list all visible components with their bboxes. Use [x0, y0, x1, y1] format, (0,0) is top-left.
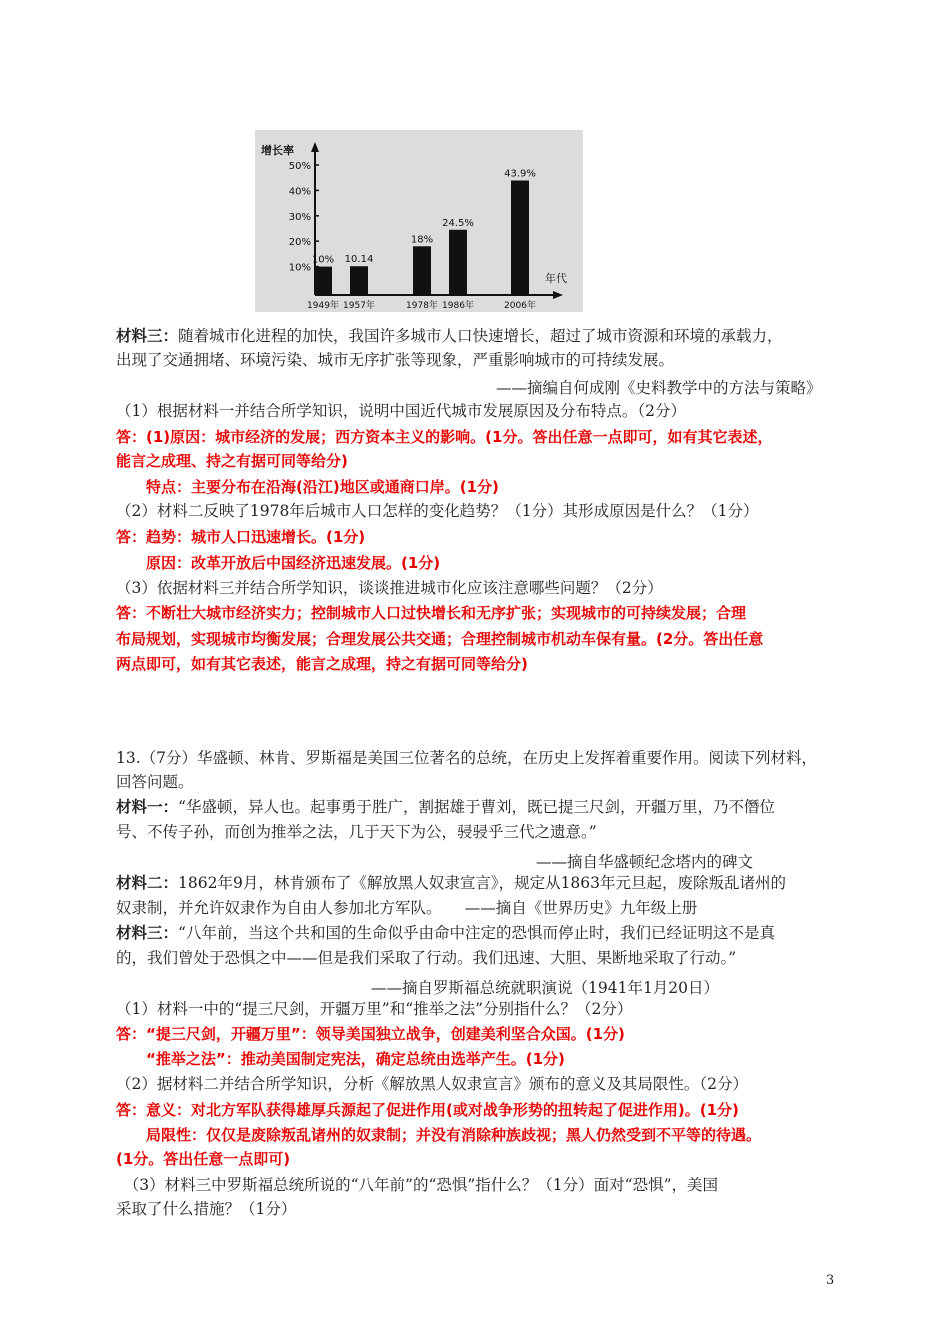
bar-chart	[255, 130, 583, 312]
text-span: “华盛顿，异人也。起事勇于胜广，割据雄于曹刘，既已提三尺剑，开疆万里，乃不僭位	[178, 798, 775, 816]
text-line	[116, 451, 348, 471]
bar	[350, 266, 368, 295]
material-label: 材料一：	[116, 797, 179, 816]
answer-text: 答：“提三尺剑，开疆万里”：领导美国独立战争，创建美利坚合众国。(1分)	[116, 1025, 625, 1043]
answer-text: 原因：改革开放后中国经济迅速发展。(1分)	[116, 554, 441, 572]
text-line	[116, 654, 528, 674]
text-line	[116, 1125, 761, 1145]
text-line	[116, 1199, 296, 1219]
text-line	[116, 999, 632, 1019]
text-line	[116, 748, 817, 768]
data-label: 10%	[311, 254, 335, 266]
x-tick-label: 1986年	[442, 301, 474, 311]
answer-text: 特点：主要分布在沿海(沿江)地区或通商口岸。(1分)	[116, 478, 499, 496]
text-span: （3）材料三中罗斯福总统所说的“八年前”的“恐惧”指什么？（1分）面对“恐惧”，美国	[116, 1176, 719, 1194]
x-tick-label: 1957年	[343, 301, 375, 311]
text-line	[116, 1024, 625, 1044]
text-line	[116, 1100, 739, 1120]
text-span: （1）根据材料一并结合所学知识，说明中国近代城市发展原因及分布特点。（2分）	[116, 402, 686, 420]
material-label: 材料三：	[116, 923, 179, 942]
text-line	[116, 772, 194, 792]
text-span: （3）依据材料三并结合所学知识，谈谈推进城市化应该注意哪些问题？（2分）	[116, 579, 663, 597]
text-line	[116, 578, 663, 598]
text-line	[116, 797, 775, 817]
data-label: 43.9%	[504, 168, 536, 180]
answer-text: 能言之成理、持之有据可同等给分)	[116, 452, 348, 470]
text-span: （1）材料一中的“提三尺剑，开疆万里”和“推举之法”分别指什么？（2分）	[116, 1000, 633, 1018]
x-tick-label: 1978年	[406, 301, 438, 311]
x-axis-label: 年代	[545, 272, 567, 285]
material-label: 材料三：	[116, 326, 179, 345]
text-line	[116, 401, 686, 421]
material-label: 材料二：	[116, 873, 179, 892]
bar	[413, 246, 431, 295]
source-citation-1: ——摘编自何成刚《史料教学中的方法与策略》	[496, 379, 822, 397]
text-span: 号、不传子孙，而创为推举之法，几于天下为公，骎骎乎三代之遗意。”	[116, 823, 597, 841]
data-label: 18%	[410, 234, 434, 246]
y-tick-label: 30%	[288, 211, 311, 223]
text-line	[116, 1149, 290, 1169]
text-span: 回答问题。	[116, 773, 194, 791]
text-line	[116, 948, 736, 968]
answer-text: 答：趋势：城市人口迅速增长。(1分)	[116, 528, 366, 546]
text-span: “八年前，当这个共和国的生命似乎由命中注定的恐惧而停止时，我们已经证明这不是真	[178, 924, 775, 942]
text-span: 1862年9月，林肯颁布了《解放黑人奴隶宣言》，规定从1863年元旦起，废除叛乱诸州的	[178, 874, 787, 892]
text-span: 13.（7分）华盛顿、林肯、罗斯福是美国三位著名的总统，在历史上发挥着重要作用。阅读下列材料，	[116, 749, 818, 767]
x-axis-arrow	[553, 291, 563, 299]
text-line	[116, 1074, 748, 1094]
text-span: （2）据材料二并结合所学知识，分析《解放黑人奴隶宣言》颁布的意义及其局限性。（2分）	[116, 1075, 748, 1093]
source-citation-2: ——摘自华盛顿纪念塔内的碑文	[536, 853, 754, 871]
answer-text: 答：不断壮大城市经济实力；控制城市人口过快增长和无序扩张；实现城市的可持续发展；合理	[116, 604, 747, 622]
text-line	[116, 873, 786, 893]
text-line	[116, 603, 746, 623]
x-tick-label: 1949年	[307, 301, 339, 311]
answer-text: 布局规划，实现城市均衡发展；合理发展公共交通；合理控制城市机动车保有量。(2分。答出任意	[116, 630, 764, 648]
y-tick-label: 10%	[288, 262, 311, 274]
data-label: 24.5%	[442, 217, 474, 229]
answer-text: 局限性：仅仅是废除叛乱诸州的奴隶制；并没有消除种族歧视；黑人仍然受到不平等的待遇。	[116, 1126, 762, 1144]
text-span: 出现了交通拥堵、环境污染、城市无序扩张等现象，严重影响城市的可持续发展。	[116, 351, 675, 369]
text-line	[116, 923, 775, 943]
text-span: 的，我们曾处于恐惧之中——但是我们采取了行动。我们迅速、大胆、果断地采取了行动。”	[116, 949, 737, 967]
text-line	[116, 527, 365, 547]
answer-text: (1分。答出任意一点即可)	[116, 1150, 291, 1168]
text-line	[116, 629, 763, 649]
text-line	[116, 1175, 718, 1195]
text-line	[116, 822, 597, 842]
data-label: 10.14	[344, 254, 374, 266]
source-citation-3: ——摘自罗斯福总统就职演说（1941年1月20日）	[371, 979, 720, 997]
answer-text: 两点即可，如有其它表述，能言之成理，持之有据可同等给分)	[116, 655, 528, 673]
answer-text: 答：(1)原因：城市经济的发展；西方资本主义的影响。(1分。答出任意一点即可，如有其它表述，	[116, 428, 773, 446]
text-span: （2）材料二反映了1978年后城市人口怎样的变化趋势？（1分）其形成原因是什么？（1分）	[116, 502, 759, 520]
bar	[511, 180, 529, 295]
text-line	[116, 477, 499, 497]
y-axis-label: 增长率	[261, 144, 294, 157]
bar	[314, 267, 332, 295]
answer-text: “推举之法”：推动美国制定宪法，确定总统由选举产生。(1分)	[116, 1050, 565, 1068]
y-tick-label: 40%	[288, 186, 311, 198]
bar-chart-svg	[255, 130, 583, 312]
text-span: 奴隶制，并允许奴隶作为自由人参加北方军队。 ——摘自《世界历史》九年级上册	[116, 899, 698, 917]
y-axis-arrow	[311, 142, 319, 152]
text-line	[116, 1049, 565, 1069]
text-line	[116, 501, 759, 521]
x-tick-label: 2006年	[504, 301, 536, 311]
text-span: 随着城市化进程的加快，我国许多城市人口快速增长，超过了城市资源和环境的承载力，	[178, 327, 783, 345]
text-span: 采取了什么措施？（1分）	[116, 1200, 297, 1218]
answer-text: 答：意义：对北方军队获得雄厚兵源起了促进作用(或对战争形势的扭转起了促进作用)。(1分)	[116, 1101, 739, 1119]
text-line	[116, 326, 783, 346]
bar	[449, 230, 467, 295]
text-line	[116, 350, 674, 370]
text-line	[116, 553, 440, 573]
y-tick-label: 50%	[288, 161, 311, 172]
text-line	[116, 427, 772, 447]
page-number: 3	[826, 1273, 835, 1288]
y-tick-label: 20%	[288, 237, 311, 249]
text-line	[116, 898, 697, 918]
